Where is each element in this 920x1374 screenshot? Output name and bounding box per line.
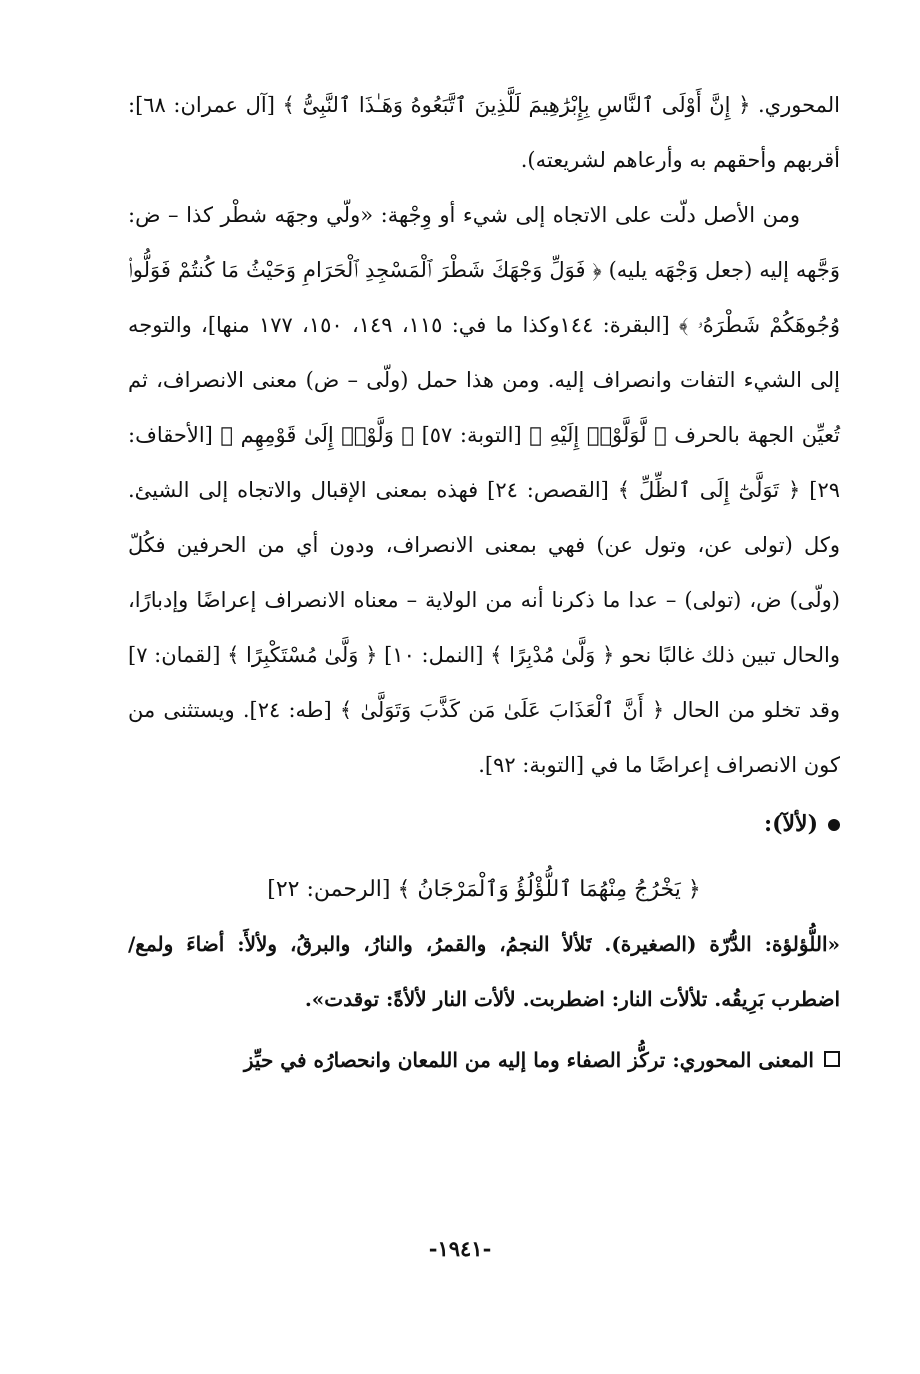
paragraph-continuation: المحوري. ﴿ إِنَّ أَوْلَى ٱلنَّاسِ بِإِبْرَٰهِيمَ لَلَّذِينَ ٱتَّبَعُوهُ وَهَـٰذَا ٱلنَّبِىُّ ﴾ [آل عمران: ٦٨]: أقربهم وأحقهم به وأرعاهم لشريعته). bbox=[128, 93, 840, 172]
checkbox-square-icon bbox=[824, 1051, 840, 1067]
quran-verse: ﴿ يَخْرُجُ مِنْهُمَا ٱللُّؤْلُؤُ وَٱلْمَرْجَانُ ﴾ [الرحمن: ٢٢] bbox=[267, 877, 701, 902]
bullet-icon bbox=[828, 819, 840, 831]
paragraph-main: ومن الأصل دلّت على الاتجاه إلى شيء أو وِجْهة: «ولّي وجهَه شطْر كذا – ض: وَجَّهه إليه (جعل وَجْهَه يليه) ﴿ فَوَلِّ وَجْهَكَ شَطْرَ ٱلْمَسْجِدِ ٱلْحَرَامِ وَحَيْثُ مَا كُنتُمْ فَوَلُّوا۟ وُجُوهَكُمْ شَطْرَهُۥ ﴾ [البقرة: ١٤٤وكذا ما في: ١١٥، ١٤٩، ١٥٠، ١٧٧ منها]، والتوجه إلى الشيء التفات وانصراف إليه. ومن هذا حمل (ولّى – ض) معنى الانصراف، ثم تُعيِّن الجهة بالحرف ﴿ لَّوَلَّوْا۟ إِلَيْهِ ﴾ [التوبة: ٥٧] ﴿ وَلَّوْا۟ إِلَىٰ قَوْمِهِم ﴾ [الأحقاف: ٢٩] ﴿ تَوَلَّىٰٓ إِلَى ٱلظِّلِّ ﴾ [القصص: ٢٤] فهذه بمعنى الإقبال والاتجاه إلى الشيئ. وكل (تولى عن، وتول عن) فهي بمعنى الانصراف، ودون أي من الحرفين فكُلّ (ولّى) ض، (تولى) – عدا ما ذكرنا أنه من الولاية – معناه الانصراف إعراضًا وإدبارًا، والحال تبين ذلك غالبًا نحو ﴿ وَلَّىٰ مُدْبِرًا ﴾ [النمل: ١٠] ﴿ وَلَّىٰ مُسْتَكْبِرًا ﴾ [لقمان: ٧] وقد تخلو من الحال ﴿ أَنَّ ٱلْعَذَابَ عَلَىٰ مَن كَذَّبَ وَتَوَلَّىٰ ﴾ [طه: ٢٤]. ويستثنى من كون الانصراف إعراضًا ما في [التوبة: ٩٢]. bbox=[127, 203, 841, 777]
page-number: -١٩٤١- bbox=[428, 1236, 492, 1261]
entry-heading-text: (لألآ): bbox=[763, 811, 818, 837]
page-body bbox=[128, 78, 840, 1088]
axial-meaning bbox=[128, 1033, 840, 1088]
entry-heading bbox=[128, 797, 840, 852]
lexical-definition: «اللُّؤلؤة: الدُّرّة (الصغيرة). تَلألأ النجمُ، والقمرُ، والنارُ، والبرقُ، ولألأَ: أضاءَ ولمع/ اضطرب بَرِيقُه. تلألأت النار: اضطربت. لألأت النار لألأةً: توقدت». bbox=[128, 932, 841, 1011]
axial-meaning-text: المعنى المحوري: تركُّز الصفاء وما إليه من اللمعان وانحصارُه في حيِّز bbox=[243, 1048, 814, 1072]
